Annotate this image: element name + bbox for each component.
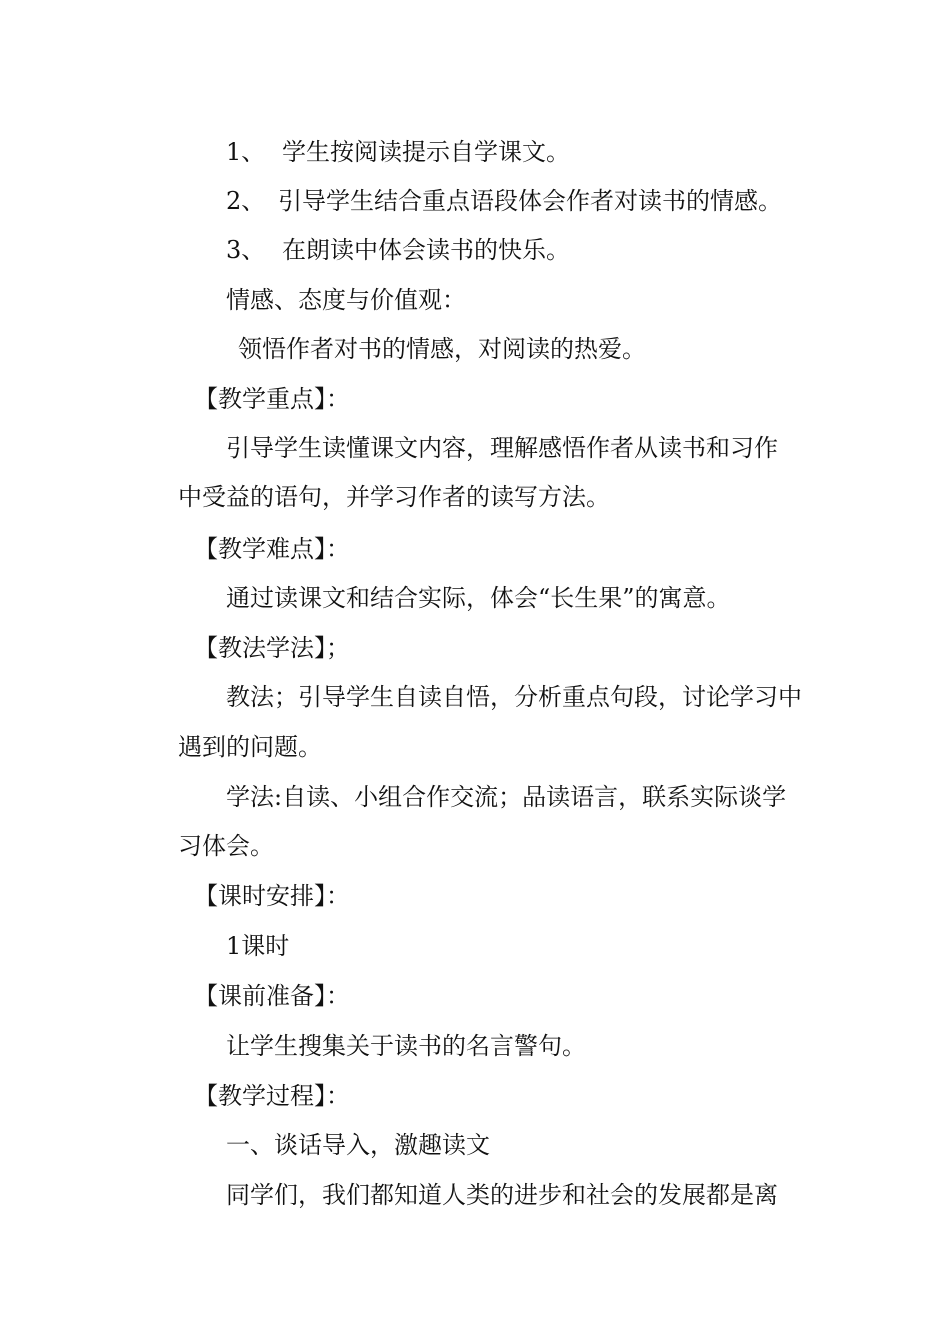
goal-item-2 [226,186,782,216]
goal-text: 在朗读中体会读书的快乐。 [282,236,570,264]
step-1-text: 同学们，我们都知道人类的进步和社会的发展都是离 [226,1181,778,1209]
goal-item-3 [226,235,570,265]
goal-item-1 [226,137,570,167]
learning-method-line-1: 学法:自读、小组合作交流；品读语言，联系实际谈学 [226,783,787,811]
learning-method-line-2: 习体会。 [178,832,274,860]
preparation-heading: 【课前准备】： [194,982,350,1010]
goal-number: 1、 [226,138,266,166]
schedule-heading: 【课时安排】： [194,882,350,910]
goal-text: 引导学生结合重点语段体会作者对读书的情感。 [278,187,782,215]
goal-number: 3、 [226,236,266,264]
process-heading: 【教学过程】： [194,1082,350,1110]
step-1-title: 一、谈话导入，激趣读文 [226,1131,490,1159]
difficult-points-text: 通过读课文和结合实际，体会“长生果”的寓意。 [226,584,731,612]
key-points-text-line-2: 中受益的语句，并学习作者的读写方法。 [178,483,610,511]
key-points-heading: 【教学重点】： [194,385,350,413]
preparation-text: 让学生搜集关于读书的名言警句。 [226,1032,586,1060]
teaching-method-line-1: 教法；引导学生自读自悟，分析重点句段，讨论学习中 [226,683,802,711]
difficult-points-heading: 【教学难点】： [194,535,350,563]
emotion-text: 领悟作者对书的情感，对阅读的热爱。 [238,335,646,363]
emotion-heading: 情感、态度与价值观： [226,286,466,314]
methods-heading: 【教法学法】； [194,634,350,662]
goal-number: 2、 [226,187,266,215]
key-points-text-line-1: 引导学生读懂课文内容，理解感悟作者从读书和习作 [226,434,778,462]
schedule-text: 1课时 [226,932,290,960]
goal-text: 学生按阅读提示自学课文。 [282,138,570,166]
teaching-method-line-2: 遇到的问题。 [178,733,322,761]
